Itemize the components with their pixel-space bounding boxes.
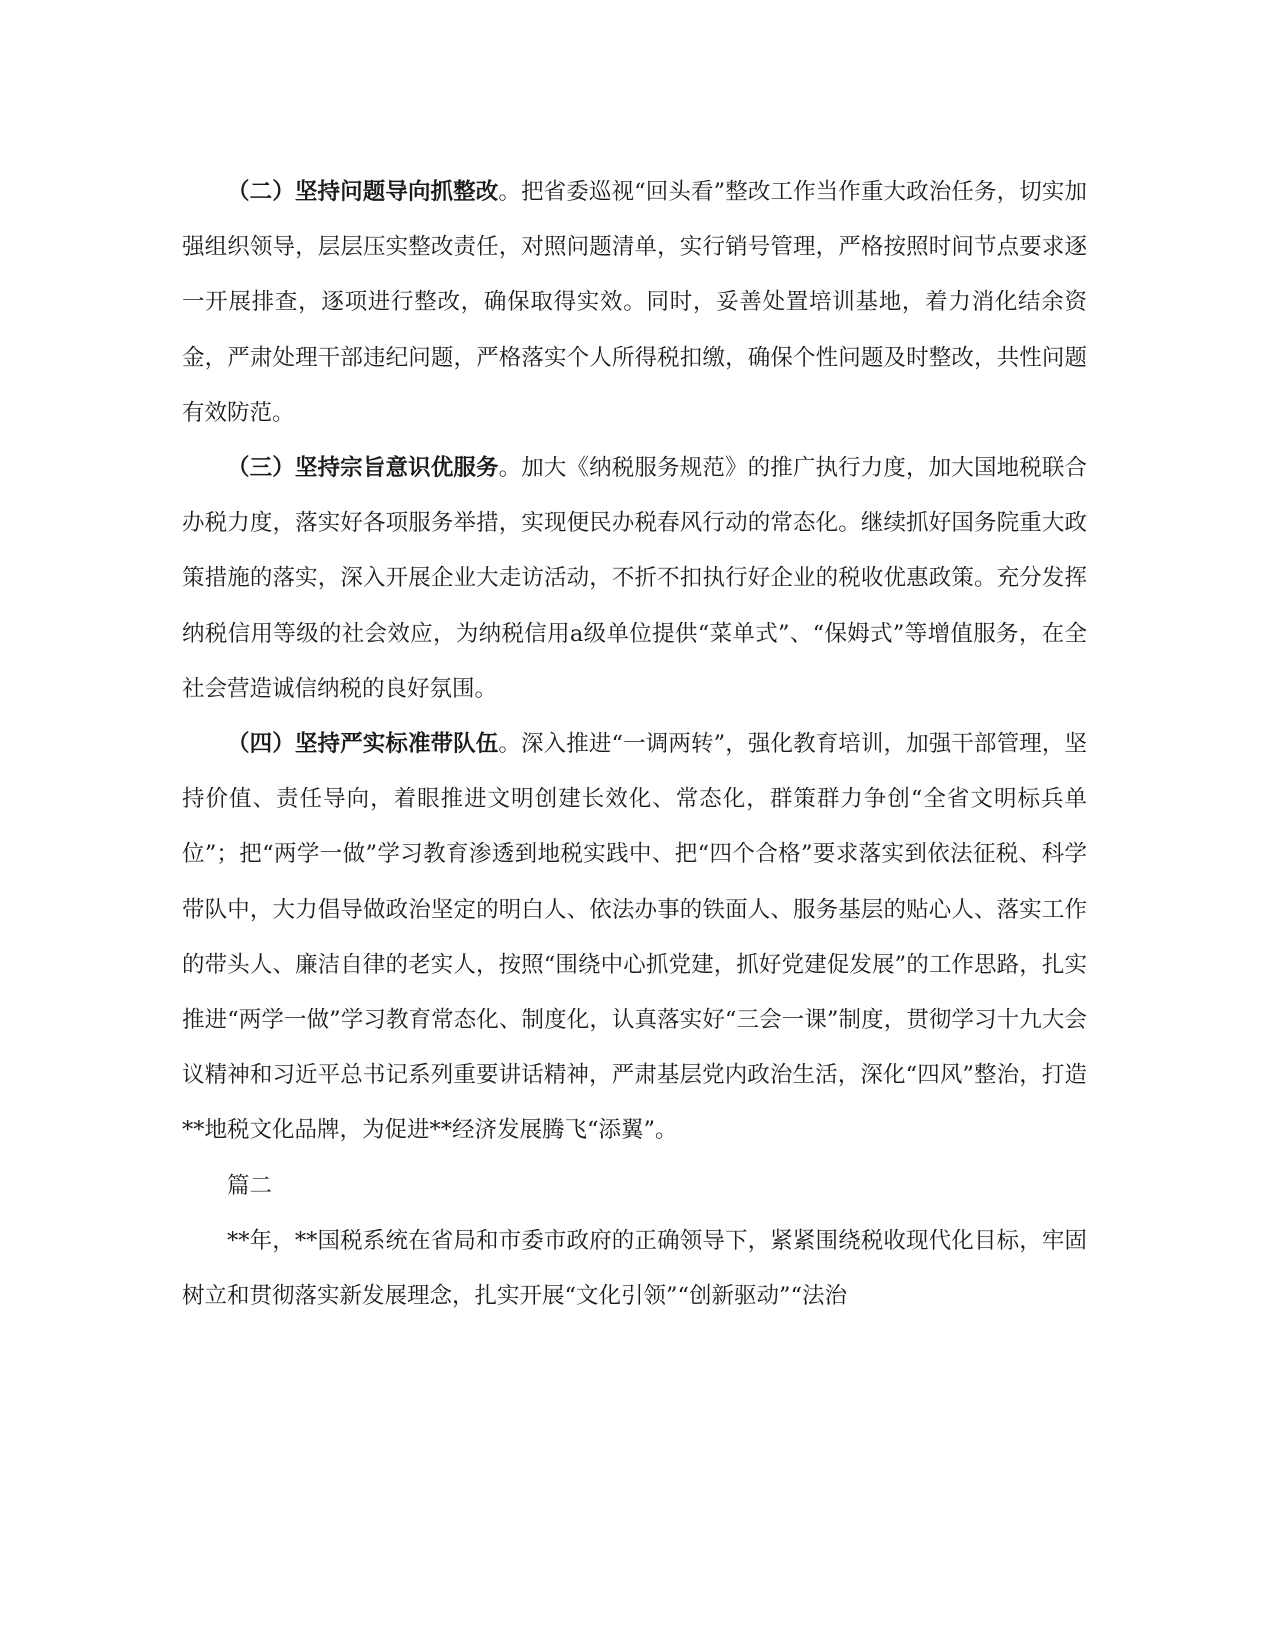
paragraph-team: [182, 717, 1087, 1159]
paragraph-text: **年，**国税系统在省局和市委市政府的正确领导下，紧紧围绕税收现代化目标，牢固树立和贯彻落实新发展理念，扎实开展“文化引领”“创新驱动”“法治: [182, 1227, 1087, 1310]
paragraph-text: 。加大《纳税服务规范》的推广执行力度，加大国地税联合办税力度，落实好各项服务举措，实现便民办税春风行动的常态化。继续抓好国务院重大政策措施的落实，深入开展企业大走访活动，不折不扣执行好企业的税收优惠政策。充分发挥纳税信用等级的社会效应，为纳税信用a级单位提供“菜单式”、“保姆式”等增值服务，在全社会营造诚信纳税的良好氛围。: [182, 455, 1087, 702]
paragraph-text: 。深入推进“一调两转”，强化教育培训，加强干部管理，坚持价值、责任导向，着眼推进文明创建长效化、常态化，群策群力争创“全省文明标兵单位”；把“两学一做”学习教育渗透到地税实践中、把“四个合格”要求落实到依法征税、科学带队中，大力倡导做政治坚定的明白人、依法办事的铁面人、服务基层的贴心人、落实工作的带头人、廉洁自律的老实人，按照“围绕中心抓党建，抓好党建促发展”的工作思路，扎实推进“两学一做”学习教育常态化、制度化，认真落实好“三会一课”制度，贯彻学习十九大会议精神和习近平总书记系列重要讲话精神，严肃基层党内政治生活，深化“四风”整治，打造**地税文化品牌，为促进**经济发展腾飞“添翼”。: [182, 731, 1087, 1144]
section-label-text: 篇二: [227, 1172, 273, 1199]
paragraph-service: [182, 441, 1087, 717]
section-label: [182, 1159, 1087, 1214]
paragraph-heading: （四）坚持严实标准带队伍: [227, 731, 499, 758]
paragraph-intro: [182, 1214, 1087, 1324]
paragraph-heading: （二）坚持问题导向抓整改: [227, 179, 499, 205]
document-body: [182, 165, 1087, 1324]
paragraph-text: 。把省委巡视“回头看”整改工作当作重大政治任务，切实加强组织领导，层层压实整改责任，对照问题清单，实行销号管理，严格按照时间节点要求逐一开展排查，逐项进行整改，确保取得实效。同时，妥善处置培训基地，着力消化结余资金，严肃处理干部违纪问题，严格落实个人所得税扣缴，确保个性问题及时整改，共性问题有效防范。: [182, 179, 1087, 426]
paragraph-heading: （三）坚持宗旨意识优服务: [227, 455, 499, 482]
paragraph-rectification: [182, 165, 1087, 441]
